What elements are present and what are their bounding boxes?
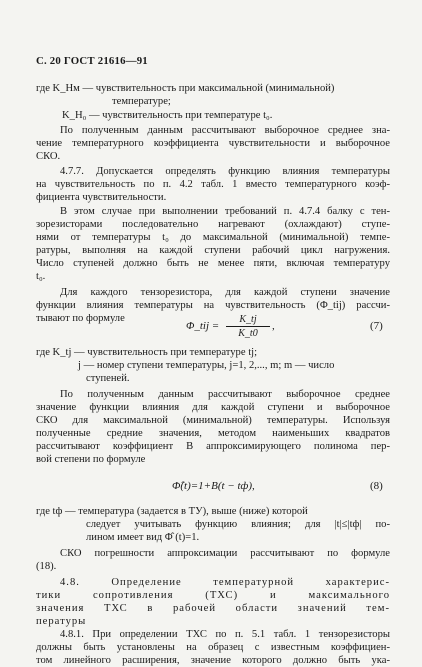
section-heading: тики сопротивления (ТХС) и максимального — [36, 590, 390, 601]
formula-7-tail: , — [272, 320, 275, 332]
text-line: В этом случае при выполнении требований п. 4.7.4 балку с тен- — [60, 206, 390, 217]
text-line: рассчитывают коэффициент B аппроксимирующего полинома пер- — [36, 441, 390, 452]
text-line: вой степени по формуле — [36, 454, 146, 465]
text-line: том линейного расширения, значение которого должно быть ука- — [36, 655, 390, 666]
text-line: где K_Нм — чувствительность при максимальной (минимальной) — [36, 83, 335, 94]
section-heading: 4.8. Определение температурной характерис- — [60, 577, 390, 588]
text-line: значение функции влияния для каждой ступени и выборочное — [36, 402, 390, 413]
text-line: зорезисторами последовательно нагревают (охлаждают) ступе- — [36, 219, 390, 230]
formula-7-lhs: Φ_tij = — [186, 320, 220, 332]
formula-8-number: (8) — [370, 480, 383, 492]
text-line: Число ступеней должно быть не менее пяти, включая температуру — [36, 258, 390, 269]
fraction-bar — [226, 326, 270, 327]
text-line: полученные средние значения, методом наименьших квадратов — [36, 428, 390, 439]
text-line: следует учитывать функцию влияния; для |t|≤|tф| по- — [86, 519, 390, 530]
text-line: СКО погрешности аппроксимации рассчитывают по формуле — [60, 548, 390, 559]
text-line: Для каждого тензорезистора, для каждой ступени значение — [60, 287, 390, 298]
text-line: 4.7.7. Допускается определять функцию влияния температуры — [60, 166, 390, 177]
text-line: нями от температуры t₀ до максимальной (минимальной) темпе- — [36, 232, 390, 243]
text-line: ступеней. — [86, 373, 130, 384]
text-line: j — номер ступени температуры, j=1, 2,..., m; m — число — [78, 360, 335, 371]
text-line: 4.8.1. При определении ТХС по п. 5.1 табл. 1 тензорезисторы — [60, 629, 390, 640]
text-line: где tф — температура (задается в ТУ), выше (ниже) которой — [36, 506, 308, 517]
text-line: По полученным данным рассчитывают выборочное среднее зна- — [60, 125, 390, 136]
page-header: С. 20 ГОСТ 21616—91 — [36, 55, 148, 67]
formula-7-numerator: K_tj — [239, 314, 257, 325]
text-line: t₀. — [36, 271, 46, 282]
text-line: где K_tj — чувствительность при температуре tj; — [36, 347, 258, 358]
text-line: (18). — [36, 561, 57, 572]
text-line: СКО для максимальной (минимальной) температуры. Используя — [36, 415, 390, 426]
formula-7-number: (7) — [370, 320, 383, 332]
formula-7-fraction — [226, 314, 270, 339]
text-line: температуре; — [112, 96, 171, 107]
section-heading: пературы — [36, 616, 87, 627]
text-line: По полученным данным рассчитывают выборочное среднее — [60, 389, 390, 400]
formula-7-denominator: K_t0 — [238, 328, 258, 339]
text-line: K_Н₀ — чувствительность при температуре t₀. — [62, 110, 273, 121]
text-line: функции влияния температуры на чувствительность (Φ_tij) рассчи- — [36, 300, 390, 311]
section-heading: значения ТХС в рабочей области значений тем- — [36, 603, 390, 614]
text-line: тывают по формуле — [36, 313, 125, 324]
text-line: лином имеет вид Φ̂ (t)=1. — [86, 532, 200, 543]
text-line: должны быть установлены на образец с известным коэффициен- — [36, 642, 390, 653]
text-line: СКО. — [36, 151, 61, 162]
formula-8: Φ̂(t)=1+B(t − tф), — [172, 480, 255, 492]
text-line: на чувствительность по п. 4.2 табл. 1 вместо температурного коэф- — [36, 179, 390, 190]
text-line: ратуры, выполняя на каждой ступени рабочий цикл нагружения. — [36, 245, 390, 256]
text-line: фициента чувствительности. — [36, 192, 167, 203]
text-line: чение температурного коэффициента чувствительности и выборочное — [36, 138, 390, 149]
